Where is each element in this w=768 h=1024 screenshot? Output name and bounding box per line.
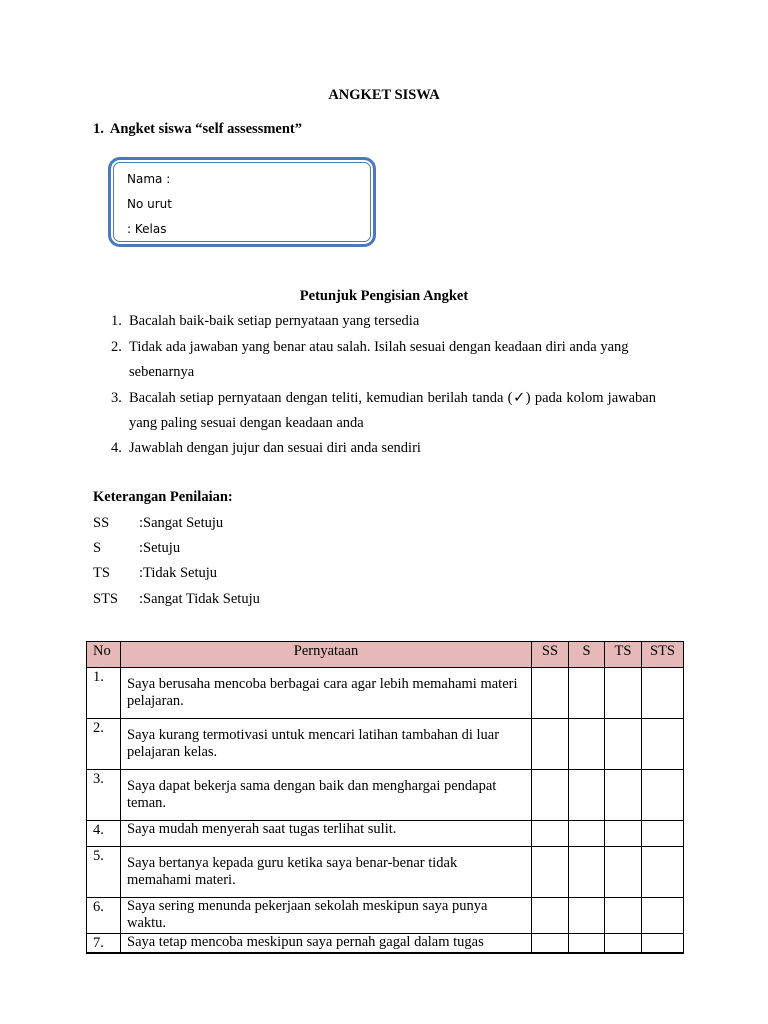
answer-ss-cell[interactable] [532,668,569,719]
answer-sts-cell[interactable] [642,934,684,954]
header-ss: SS [532,642,569,668]
legend-desc: :Sangat Tidak Setuju [139,591,260,607]
statement-cell [121,668,532,719]
table-row [87,934,684,954]
header-no: No [87,642,121,668]
answer-sts-cell[interactable] [642,898,684,934]
instruction-item [111,436,656,461]
header-statement: Pernyataan [121,642,532,668]
table-row [87,847,684,898]
answer-ts-cell[interactable] [605,719,642,770]
statement-text: Saya tetap mencoba meskipun saya pernah gagal dalam tugas [127,934,484,950]
answer-ts-cell[interactable] [605,898,642,934]
statement-text: Saya kurang termotivasi untuk mencari latihan tambahan di luar pelajaran kelas. [127,727,500,760]
statement-cell [121,847,532,898]
header-ts: TS [605,642,642,668]
answer-ss-cell[interactable] [532,719,569,770]
legend-desc: :Tidak Setuju [139,565,218,581]
identity-number-line: No urut [127,197,172,211]
statement-cell [121,770,532,821]
statement-text: Saya dapat bekerja sama dengan baik dan menghargai pendapat teman. [127,778,497,811]
instruction-text: Jawablah dengan jujur dan sesuai diri anda sendiri [129,440,421,456]
answer-sts-cell[interactable] [642,821,684,847]
answer-sts-cell[interactable] [642,847,684,898]
statement-cell [121,898,532,934]
instructions-heading: Petunjuk Pengisian Angket [299,288,469,304]
answer-s-cell[interactable] [569,898,605,934]
table-row [87,821,684,847]
row-number: 5. [87,847,121,898]
legend-abbr: SS [93,515,110,531]
row-number: 7. [87,934,121,954]
instruction-number: 4. [111,440,122,456]
table-row [87,668,684,719]
answer-ss-cell[interactable] [532,821,569,847]
row-number: 1. [87,668,121,719]
answer-ts-cell[interactable] [605,847,642,898]
answer-sts-cell[interactable] [642,668,684,719]
legend-abbr: TS [93,565,110,581]
instruction-item [111,309,656,334]
statement-text: Saya bertanya kepada guru ketika saya benar-benar tidak memahami materi. [127,855,458,888]
row-number: 4. [87,821,121,847]
answer-ts-cell[interactable] [605,668,642,719]
row-number: 6. [87,898,121,934]
instruction-text: Bacalah setiap pernyataan dengan teliti, kemudian berilah tanda (✓) pada kolom jawaban yang paling sesuai dengan keadaan anda [129,390,656,431]
statement-cell [121,821,532,847]
instruction-text: Tidak ada jawaban yang benar atau salah. Isilah sesuai dengan keadaan diri anda yang sebenarnya [129,339,629,380]
answer-s-cell[interactable] [569,847,605,898]
table-header-row [87,642,684,668]
answer-ss-cell[interactable] [532,847,569,898]
legend-desc: :Setuju [139,540,181,556]
legend-abbr: S [93,540,102,556]
legend-desc: :Sangat Setuju [139,515,224,531]
answer-ss-cell[interactable] [532,770,569,821]
answer-s-cell[interactable] [569,770,605,821]
answer-ts-cell[interactable] [605,770,642,821]
statement-text: Saya berusaha mencoba berbagai cara agar lebih memahami materi pelajaran. [127,676,518,709]
answer-ss-cell[interactable] [532,934,569,954]
header-sts: STS [642,642,684,668]
instruction-number: 3. [111,390,122,406]
answer-ts-cell[interactable] [605,934,642,954]
row-number: 3. [87,770,121,821]
instruction-item [111,335,656,385]
instruction-number: 2. [111,339,122,355]
identity-name-line: Nama : [127,172,171,186]
survey-table [86,641,684,954]
identity-box [108,157,376,247]
identity-class-line: : Kelas [127,222,167,236]
table-row [87,898,684,934]
answer-s-cell[interactable] [569,821,605,847]
answer-s-cell[interactable] [569,934,605,954]
statement-text: Saya sering menunda pekerjaan sekolah meskipun saya punya waktu. [127,898,488,931]
answer-sts-cell[interactable] [642,770,684,821]
answer-s-cell[interactable] [569,719,605,770]
instruction-number: 1. [111,313,122,329]
legend-heading: Keterangan Penilaian: [93,489,233,505]
instruction-item [111,386,656,436]
statement-cell [121,719,532,770]
section-heading [93,121,302,138]
instruction-text: Bacalah baik-baik setiap pernyataan yang tersedia [129,313,420,329]
legend-abbr: STS [93,591,118,607]
section-number: 1. [93,121,104,137]
table-row [87,719,684,770]
row-number: 2. [87,719,121,770]
page-title: ANGKET SISWA [328,87,440,103]
section-title: Angket siswa “self assessment” [109,121,302,137]
answer-ts-cell[interactable] [605,821,642,847]
statement-cell [121,934,532,954]
answer-s-cell[interactable] [569,668,605,719]
table-row [87,770,684,821]
answer-ss-cell[interactable] [532,898,569,934]
answer-sts-cell[interactable] [642,719,684,770]
header-s: S [569,642,605,668]
statement-text: Saya mudah menyerah saat tugas terlihat sulit. [127,821,397,837]
